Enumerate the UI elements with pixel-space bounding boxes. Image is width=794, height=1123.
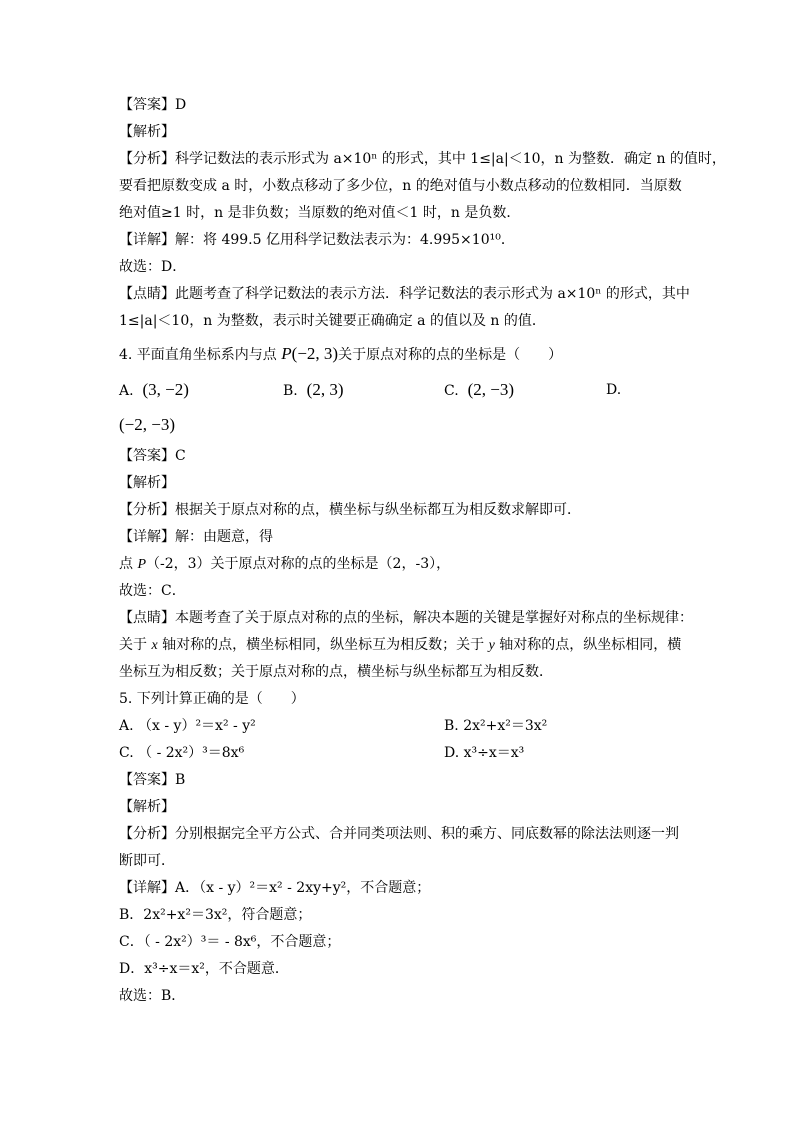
option-b-value: (2, 3) — [306, 380, 344, 399]
option-c: C. （ - 2x²）³＝8x⁶ — [119, 745, 245, 761]
analysis-text: 【分析】分别根据完全平方公式、合并同类项法则、积的乘方、同底数幂的除法法则逐一判 — [119, 826, 679, 842]
analysis-heading: 【解析】 — [119, 799, 175, 815]
comment-text: 1≤|a|＜10，n 为整数，表示时关键要正确确定 a 的值以及 n 的值． — [119, 313, 546, 329]
question-4-suffix: 关于原点对称的点的坐标是（ ） — [338, 347, 563, 363]
solution-text — [119, 555, 450, 574]
analysis-text: 【分析】根据关于原点对称的点，横坐标与纵坐标都互为相反数求解即可． — [119, 502, 581, 518]
x-symbol: x — [151, 638, 158, 653]
option-a: A. （x - y）²＝x² - y² — [119, 718, 256, 734]
analysis-heading: 【解析】 — [119, 475, 175, 491]
option-b: B. 2x²+x²＝3x² — [444, 718, 548, 734]
point-p-coords: (−2, 3) — [291, 344, 339, 363]
comment-text: 坐标互为相反数；关于原点对称的点，横坐标与纵坐标都互为相反数． — [119, 664, 553, 680]
point-p-symbol: P — [137, 557, 147, 572]
solution-text: B．2x²+x²＝3x²，符合题意； — [119, 907, 312, 923]
option-d-coords: (−2, −3) — [119, 415, 175, 434]
solution-text: 【详解】A．（x - y）²＝x² - 2xy+y²，不合题意； — [119, 880, 431, 896]
analysis-heading: 【解析】 — [119, 124, 175, 140]
option-a-label: A. — [119, 383, 134, 399]
answer-label: 【答案】B — [119, 772, 186, 788]
y-symbol: y — [488, 638, 495, 653]
question-4 — [119, 345, 562, 364]
analysis-text: 断即可． — [119, 853, 175, 869]
option-b — [283, 381, 343, 400]
option-c-label: C. — [444, 383, 459, 399]
analysis-text: 要看把原数变成 a 时，小数点移动了多少位，n 的绝对值与小数点移动的位数相同．当原数 — [119, 178, 682, 194]
choice-text: 故选：B． — [119, 988, 186, 1004]
text-segment: （-2，3）关于原点对称的点的坐标是（2，-3）， — [146, 556, 451, 572]
option-d-value — [119, 416, 175, 435]
answer-label: 【答案】C — [119, 448, 186, 464]
choice-text: 故选：D． — [119, 259, 187, 275]
solution-text: 【详解】解：将 499.5 亿用科学记数法表示为：4.995×10¹⁰． — [119, 232, 515, 248]
analysis-text: 绝对值≥1 时，n 是非负数；当原数的绝对值＜1 时，n 是负数． — [119, 205, 521, 221]
comment-text: 【点睛】本题考查了关于原点对称的点的坐标，解决本题的关键是掌握好对称点的坐标规律： — [119, 610, 693, 626]
option-c-value: (2, −3) — [467, 380, 514, 399]
option-c — [444, 381, 514, 400]
analysis-text: 【分析】科学记数法的表示形式为 a×10ⁿ 的形式，其中 1≤|a|＜10，n 为整数．确定 n 的值时， — [119, 151, 726, 167]
option-d-label: D. — [606, 382, 622, 398]
text-segment: 点 — [119, 556, 138, 572]
point-p-symbol: P — [281, 344, 292, 363]
text-segment: 轴对称的点，纵坐标相同，横 — [494, 637, 682, 653]
option-a — [119, 381, 189, 400]
solution-text: 【详解】解：由题意，得 — [119, 529, 273, 545]
question-5: 5. 下列计算正确的是（ ） — [119, 691, 305, 707]
comment-text — [119, 636, 681, 655]
solution-text: D．x³÷x＝x²，不合题意． — [119, 961, 289, 977]
solution-text: C．（ - 2x²）³＝ - 8x⁶，不合题意； — [119, 934, 341, 950]
text-segment: 关于 — [119, 637, 152, 653]
text-segment: 轴对称的点，横坐标相同，纵坐标互为相反数；关于 — [157, 637, 489, 653]
choice-text: 故选：C． — [119, 583, 186, 599]
answer-label: 【答案】D — [119, 97, 187, 113]
option-d: D. x³÷x＝x³ — [444, 745, 525, 761]
question-4-prefix: 4. 平面直角坐标系内与点 — [119, 347, 282, 363]
option-b-label: B. — [283, 383, 298, 399]
option-a-value: (3, −2) — [142, 380, 189, 399]
comment-text: 【点睛】此题考查了科学记数法的表示方法．科学记数法的表示形式为 a×10ⁿ 的形式，其中 — [119, 286, 690, 302]
